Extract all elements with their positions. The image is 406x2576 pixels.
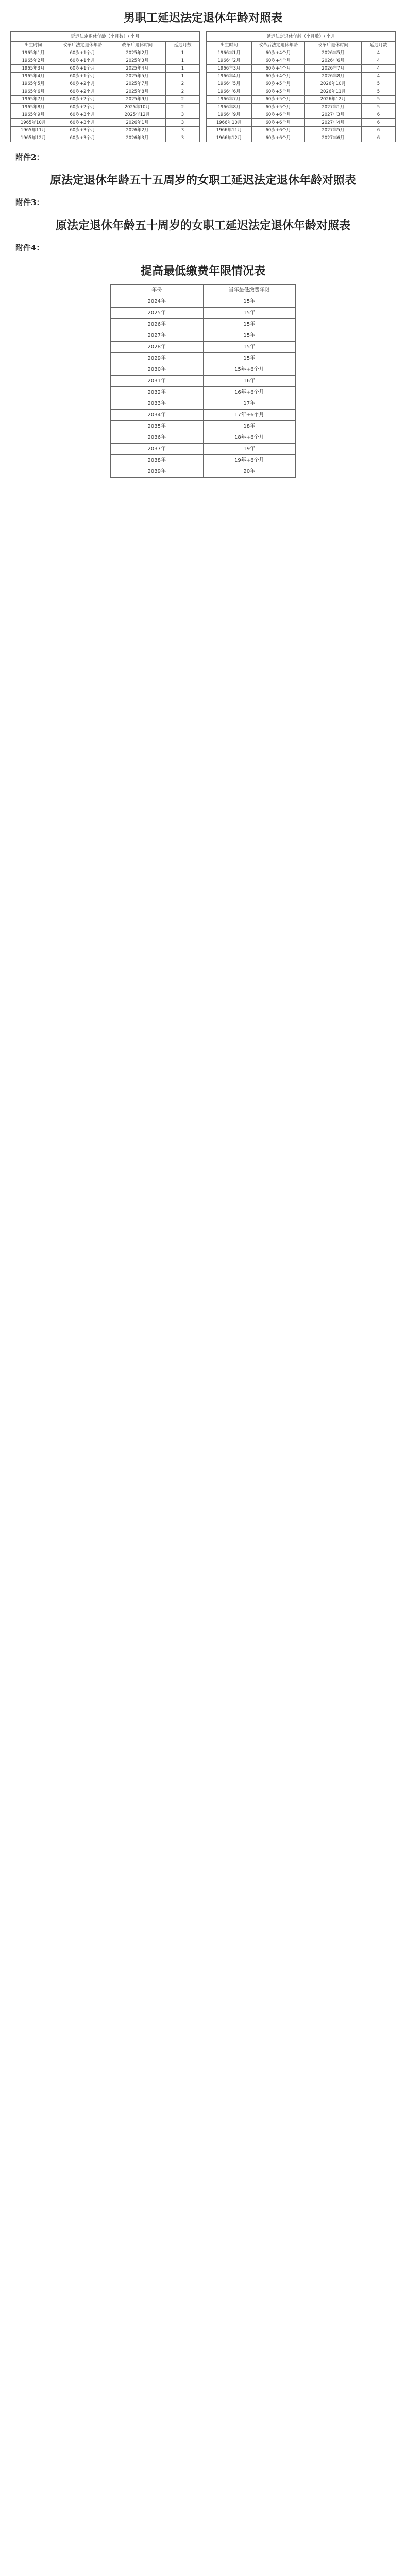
- table-cell: 1966年11月: [207, 127, 252, 134]
- table-cell: 6: [361, 127, 395, 134]
- table-cell: 2025年4月: [109, 65, 165, 73]
- contribution-cell: 2033年: [111, 398, 204, 410]
- contribution-row: [111, 444, 296, 455]
- contribution-cell: 2037年: [111, 444, 204, 455]
- table-cell: 1: [165, 57, 199, 65]
- table-cell: 60岁+5个月: [252, 80, 305, 88]
- table-cell: 60岁+2个月: [56, 88, 109, 96]
- table-cell: 1966年1月: [207, 49, 252, 57]
- table-cell: 1965年1月: [11, 49, 56, 57]
- contribution-row: [111, 455, 296, 466]
- male-1-table: [206, 31, 396, 142]
- table-row: [207, 80, 396, 88]
- table-cell: 1966年2月: [207, 57, 252, 65]
- table-row: [11, 88, 200, 96]
- doc-title-contribution: 提高最低缴费年限情况表: [140, 264, 265, 278]
- doc-title-male: 男职工延迟法定退休年龄对照表: [123, 11, 282, 25]
- table-row: [11, 57, 200, 65]
- contribution-cell: 2035年: [111, 421, 204, 432]
- contribution-cell: 2028年: [111, 342, 204, 353]
- contribution-row: [111, 387, 296, 398]
- contribution-cell: 2024年: [111, 296, 204, 308]
- table-cell: 1: [165, 73, 199, 80]
- table-cell: 5: [361, 88, 395, 96]
- table-row: [207, 127, 396, 134]
- table-cell: 60岁+2个月: [56, 80, 109, 88]
- table-half: [206, 31, 396, 142]
- table-row: [11, 80, 200, 88]
- table-cell: 1966年6月: [207, 88, 252, 96]
- table-cell: 1965年11月: [11, 127, 56, 134]
- contrib-header-years: 当年最低缴费年限: [203, 285, 296, 296]
- table-cell: 2026年8月: [304, 73, 361, 80]
- table-cell: 3: [165, 111, 199, 119]
- male-section: [10, 31, 396, 142]
- table-cell: 60岁+2个月: [56, 104, 109, 111]
- table-row: [11, 96, 200, 104]
- table-cell: 60岁+6个月: [252, 119, 305, 127]
- contribution-cell: 15年: [203, 342, 296, 353]
- table-cell: 3: [165, 134, 199, 142]
- contribution-cell: 15年: [203, 308, 296, 319]
- appendix-4-label: 附件4：: [15, 243, 44, 252]
- contribution-row: [111, 376, 296, 387]
- table-cell: 4: [361, 49, 395, 57]
- document-page: [10, 9, 396, 478]
- table-cell: 60岁+3个月: [56, 111, 109, 119]
- table-cell: 2027年4月: [304, 119, 361, 127]
- contrib-header-year: 年份: [111, 285, 204, 296]
- table-cell: 60岁+6个月: [252, 134, 305, 142]
- table-cell: 2025年5月: [109, 73, 165, 80]
- table-cell: 2026年11月: [304, 88, 361, 96]
- contribution-cell: 2031年: [111, 376, 204, 387]
- contribution-cell: 15年: [203, 330, 296, 342]
- table-cell: 1966年4月: [207, 73, 252, 80]
- table-cell: 1: [165, 65, 199, 73]
- table-cell: 1966年5月: [207, 80, 252, 88]
- table-cell: 1965年10月: [11, 119, 56, 127]
- contribution-cell: 2032年: [111, 387, 204, 398]
- table-cell: 60岁+2个月: [56, 96, 109, 104]
- table-cell: 2027年1月: [304, 104, 361, 111]
- table-cell: 5: [361, 80, 395, 88]
- table-cell: 2026年3月: [109, 134, 165, 142]
- contribution-table: [110, 284, 296, 478]
- table-cell: 1965年2月: [11, 57, 56, 65]
- table-row: [11, 127, 200, 134]
- table-cell: 1965年9月: [11, 111, 56, 119]
- table-cell: 60岁+4个月: [252, 49, 305, 57]
- table-cell: 2025年9月: [109, 96, 165, 104]
- contribution-cell: 16年: [203, 376, 296, 387]
- table-cell: 2026年12月: [304, 96, 361, 104]
- table-cell: 1966年8月: [207, 104, 252, 111]
- table-top-header: 延迟法定退休年龄（个月数）/ 个月: [207, 32, 396, 42]
- table-row: [207, 96, 396, 104]
- table-row: [11, 119, 200, 127]
- contribution-cell: 17年: [203, 398, 296, 410]
- table-row: [207, 134, 396, 142]
- table-half: [10, 31, 200, 142]
- table-cell: 2026年10月: [304, 80, 361, 88]
- table-cell: 1965年8月: [11, 104, 56, 111]
- contribution-cell: 19年: [203, 444, 296, 455]
- contribution-cell: 20年: [203, 466, 296, 478]
- contribution-row: [111, 466, 296, 478]
- contribution-row: [111, 319, 296, 330]
- table-cell: 2: [165, 80, 199, 88]
- table-cell: 60岁+3个月: [56, 127, 109, 134]
- contribution-cell: 2030年: [111, 364, 204, 376]
- table-cell: 5: [361, 104, 395, 111]
- table-top-header: 延迟法定退休年龄（个月数）/ 个月: [11, 32, 200, 42]
- table-cell: 60岁+4个月: [252, 57, 305, 65]
- column-header-1: 改革后法定退休年龄: [56, 42, 109, 49]
- table-cell: 1966年10月: [207, 119, 252, 127]
- table-cell: 60岁+5个月: [252, 96, 305, 104]
- table-row: [207, 65, 396, 73]
- male-0-table: [10, 31, 200, 142]
- table-cell: 6: [361, 134, 395, 142]
- table-row: [11, 65, 200, 73]
- table-cell: 60岁+5个月: [252, 88, 305, 96]
- table-cell: 2027年5月: [304, 127, 361, 134]
- table-cell: 60岁+6个月: [252, 111, 305, 119]
- table-cell: 2026年1月: [109, 119, 165, 127]
- contribution-cell: 15年: [203, 353, 296, 364]
- contribution-cell: 19年+6个月: [203, 455, 296, 466]
- contribution-cell: 15年: [203, 319, 296, 330]
- appendix-3-label: 附件3：: [15, 198, 44, 207]
- table-row: [207, 49, 396, 57]
- column-header-3: 延迟月数: [165, 42, 199, 49]
- table-cell: 1965年3月: [11, 65, 56, 73]
- contribution-cell: 2026年: [111, 319, 204, 330]
- table-cell: 2: [165, 104, 199, 111]
- table-row: [11, 49, 200, 57]
- contribution-cell: 2039年: [111, 466, 204, 478]
- appendix-2-label: 附件2：: [15, 152, 44, 162]
- contribution-row: [111, 353, 296, 364]
- table-cell: 1965年12月: [11, 134, 56, 142]
- table-cell: 5: [361, 96, 395, 104]
- contribution-cell: 2029年: [111, 353, 204, 364]
- contribution-cell: 17年+6个月: [203, 410, 296, 421]
- table-cell: 60岁+1个月: [56, 57, 109, 65]
- table-cell: 1965年4月: [11, 73, 56, 80]
- table-cell: 2027年6月: [304, 134, 361, 142]
- table-row: [207, 111, 396, 119]
- table-cell: 2026年6月: [304, 57, 361, 65]
- table-cell: 2: [165, 96, 199, 104]
- table-cell: 1965年6月: [11, 88, 56, 96]
- doc-title-female50: 原法定退休年龄五十周岁的女职工延迟法定退休年龄对照表: [55, 219, 350, 232]
- table-cell: 4: [361, 73, 395, 80]
- doc-title-female55: 原法定退休年龄五十五周岁的女职工延迟法定退休年龄对照表: [49, 174, 356, 187]
- table-cell: 60岁+1个月: [56, 49, 109, 57]
- contribution-row: [111, 342, 296, 353]
- table-cell: 2026年7月: [304, 65, 361, 73]
- table-row: [207, 104, 396, 111]
- column-header-1: 改革后法定退休年龄: [252, 42, 305, 49]
- table-cell: 1966年3月: [207, 65, 252, 73]
- contribution-row: [111, 296, 296, 308]
- contribution-row: [111, 398, 296, 410]
- table-cell: 2025年7月: [109, 80, 165, 88]
- contribution-cell: 16年+6个月: [203, 387, 296, 398]
- column-header-2: 改革后退休时间: [109, 42, 165, 49]
- contribution-cell: 2034年: [111, 410, 204, 421]
- table-cell: 2025年8月: [109, 88, 165, 96]
- table-cell: 4: [361, 57, 395, 65]
- table-cell: 2025年3月: [109, 57, 165, 65]
- table-row: [207, 119, 396, 127]
- table-cell: 2026年2月: [109, 127, 165, 134]
- contribution-cell: 15年: [203, 296, 296, 308]
- contribution-row: [111, 432, 296, 444]
- table-row: [207, 57, 396, 65]
- table-cell: 3: [165, 119, 199, 127]
- table-cell: 60岁+1个月: [56, 73, 109, 80]
- column-header-3: 延迟月数: [361, 42, 395, 49]
- table-cell: 2025年2月: [109, 49, 165, 57]
- table-cell: 1966年12月: [207, 134, 252, 142]
- contribution-header-row: [111, 285, 296, 296]
- column-header-0: 出生时间: [207, 42, 252, 49]
- table-cell: 1966年7月: [207, 96, 252, 104]
- contribution-row: [111, 330, 296, 342]
- contribution-cell: 2038年: [111, 455, 204, 466]
- table-cell: 60岁+3个月: [56, 134, 109, 142]
- table-cell: 1: [165, 49, 199, 57]
- table-cell: 4: [361, 65, 395, 73]
- contribution-row: [111, 308, 296, 319]
- contribution-cell: 2025年: [111, 308, 204, 319]
- table-cell: 1966年9月: [207, 111, 252, 119]
- table-cell: 2025年10月: [109, 104, 165, 111]
- contribution-cell: 18年: [203, 421, 296, 432]
- table-row: [11, 134, 200, 142]
- contribution-row: [111, 364, 296, 376]
- table-cell: 60岁+4个月: [252, 65, 305, 73]
- table-cell: 1965年5月: [11, 80, 56, 88]
- table-block: [10, 31, 396, 142]
- table-cell: 60岁+6个月: [252, 127, 305, 134]
- table-cell: 60岁+3个月: [56, 119, 109, 127]
- contribution-cell: 2036年: [111, 432, 204, 444]
- table-row: [207, 88, 396, 96]
- table-row: [11, 73, 200, 80]
- table-cell: 6: [361, 119, 395, 127]
- table-cell: 2: [165, 88, 199, 96]
- contribution-row: [111, 410, 296, 421]
- table-cell: 60岁+1个月: [56, 65, 109, 73]
- column-header-2: 改革后退休时间: [304, 42, 361, 49]
- table-row: [11, 111, 200, 119]
- table-cell: 60岁+4个月: [252, 73, 305, 80]
- contribution-cell: 2027年: [111, 330, 204, 342]
- contribution-row: [111, 421, 296, 432]
- table-cell: 3: [165, 127, 199, 134]
- column-header-0: 出生时间: [11, 42, 56, 49]
- contribution-cell: 15年+6个月: [203, 364, 296, 376]
- contribution-cell: 18年+6个月: [203, 432, 296, 444]
- table-row: [11, 104, 200, 111]
- table-cell: 2026年5月: [304, 49, 361, 57]
- table-cell: 60岁+5个月: [252, 104, 305, 111]
- table-cell: 2027年3月: [304, 111, 361, 119]
- table-cell: 1965年7月: [11, 96, 56, 104]
- table-cell: 6: [361, 111, 395, 119]
- table-cell: 2025年12月: [109, 111, 165, 119]
- table-row: [207, 73, 396, 80]
